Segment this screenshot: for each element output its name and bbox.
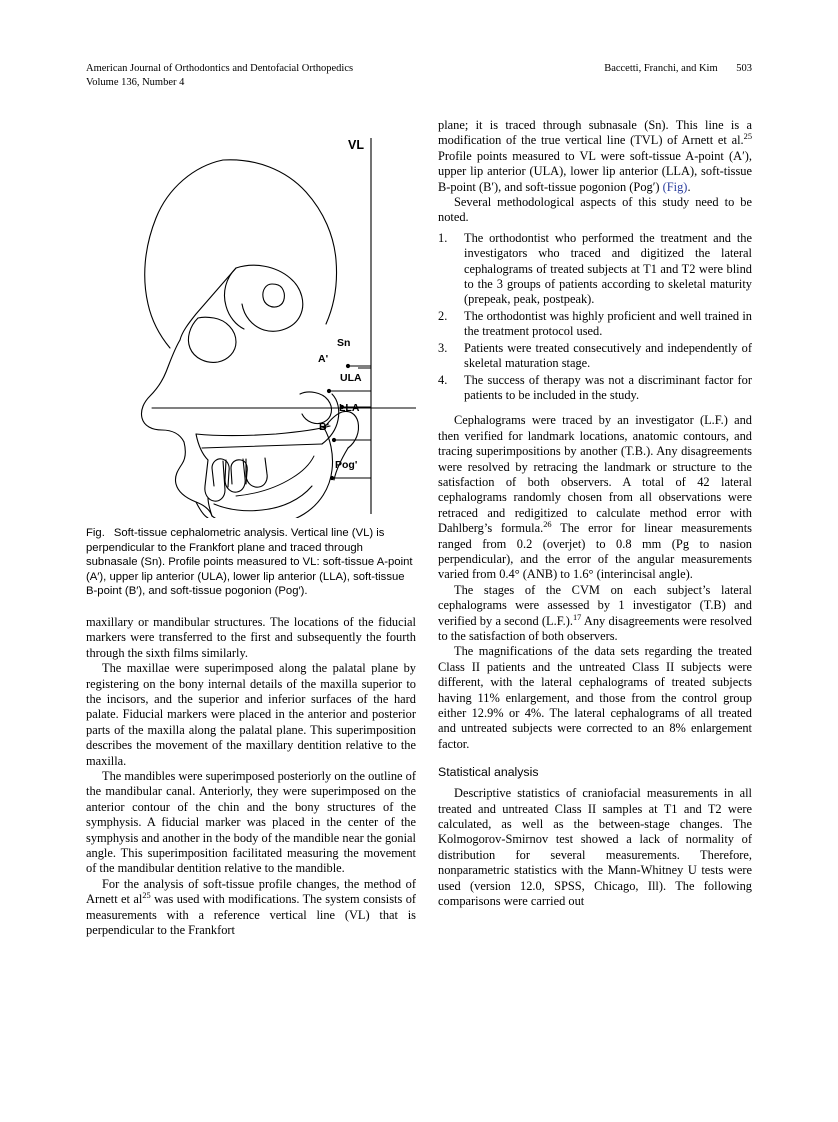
running-head [86,62,752,90]
journal-title: American Journal of Orthodontics and Dentofacial Orthopedics [86,63,354,74]
left-para-4 [86,877,416,939]
right-para-3-part1: Cephalograms were traced by an investigator (L.F.) and then verified for landmark locations, anatomic contours, and tracing superimpositions by another (T.B.). Any disagreements were resolved by retracing the landmark or structure to the satisfaction of both observers. A total of 42 lateral cephalograms randomly chosen from all observations were retraced and redigitized to calculate method error with Dahlberg’s formula. [438,413,752,536]
right-para-1-citation: 25 [743,132,752,142]
right-para-1-part2: Profile points measured to VL were soft-tissue A-point (A′), upper lip anterior (ULA), lower lip anterior (LLA), soft-tissue B-point (B′), and soft-tissue pogonion (Pog′) [438,148,752,194]
left-para-3: The mandibles were superimposed posteriorly on the outline of the mandibular canal. Anteriorly, they were superimposed on the anterior contour of the chin and the bony structures of the symphysis. A fiducial marker was placed in the center of the symphysis and another in the body of the mandible near the gonial angle. This superimposition facilitated measuring the movement of the mandibular dentition relative to the mandible. [86,769,416,876]
section-heading-statistical-analysis: Statistical analysis [438,765,539,780]
label-sn: Sn [337,337,351,349]
cephalometric-tracing-svg [86,118,416,518]
label-pog-prime: Pog' [335,459,358,471]
left-para-4-part1: For the analysis of soft-tissue profile changes, the method of Arnett et al [86,876,416,907]
list-item-text: Patients were treated consecutively and independently of skeletal maturation stage. [464,340,752,371]
list-item-number: 2. [438,308,448,323]
list-item [438,231,752,308]
figure-caption-label: Fig. [86,527,105,539]
label-b-prime: B' [319,421,330,433]
right-para-3 [438,413,752,582]
running-head-left [86,62,353,90]
label-lla: LLA [339,402,360,414]
right-para-2: Several methodological aspects of this study need to be noted. [438,195,752,225]
right-para-4 [438,583,752,645]
left-para-4-citation: 25 [142,891,151,901]
list-item [438,309,752,340]
left-para-4-part2: was used with modifications. The system consists of measurements with a reference vertical line (VL) that is perpendicular to the Frankfort [86,892,417,938]
figure-cephalometric-tracing [86,118,416,518]
figure-caption [86,526,416,599]
figure-cross-reference-link[interactable]: (Fig) [662,179,688,194]
left-column [86,118,416,939]
running-head-right [604,62,752,76]
label-a-prime: A' [318,353,329,365]
list-item-text: The orthodontist who performed the treatment and the investigators who traced and digitized the lateral cephalograms of treated subjects at T1 and T2 were blind to the 3 groups of patients according to skeletal maturity (prepeak, peak, postpeak). [464,230,752,307]
list-item-text: The success of therapy was not a discriminant factor for patients to be included in the study. [464,372,752,402]
right-para-3-citation: 26 [543,520,552,530]
right-para-1-part3: . [687,179,691,194]
figure-caption-text: Soft-tissue cephalometric analysis. Vertical line (VL) is perpendicular to the Frankfort plane and traced through subnasale (Sn). Profile points measured to VL: soft-tissue A-point (A′), upper lip anterior (ULA), lower lip anterior (LLA), soft-tissue B-point (B′), and soft-tissue pogonion (Pog′). [86,527,413,598]
label-ula: ULA [340,372,362,384]
list-item-number: 3. [438,340,448,355]
right-para-3-part2: The error for linear measurements ranged from 0.2 (overjet) to 0.8 mm (Pg to nasion perpendicular), and the error of the angular measurements varied from 0.4° (ANB) to 1.6° (interincisal angle). [438,521,752,582]
label-vl: VL [348,138,364,152]
methodology-list [438,231,752,403]
list-item-text: The orthodontist was highly proficient and well trained in the treatment protocol used. [464,308,752,339]
right-para-1-part1: plane; it is traced through subnasale (Sn). This line is a modification of the true vertical line (TVL) of Arnett et al. [438,118,752,148]
authors: Baccetti, Franchi, and Kim [604,63,718,74]
page-number: 503 [736,63,752,74]
right-para-6: Descriptive statistics of craniofacial measurements in all treated and untreated Class II samples at T1 and T2 were calculated, as well as the between-stage changes. The Kolmogorov-Smirnov test showed a lack of normality of distribution for several measurements. Therefore, nonparametric statistics with the Mann-Whitney U tests were used (version 12.0, SPSS, Chicago, Ill). The following comparisons were carried out [438,786,752,909]
right-column [438,118,752,910]
list-item [438,373,752,404]
left-para-2: The maxillae were superimposed along the palatal plane by registering on the bony internal details of the maxilla superior to the incisors, and the superior and inferior surfaces of the hard palate. Fiducial markers were placed in the anterior and posterior parts of the maxilla along the palatal plane. This superimposition describes the movement of the maxillary dentition relative to the maxilla. [86,661,416,768]
list-item-number: 4. [438,372,448,387]
list-item-number: 1. [438,230,448,245]
left-para-1: maxillary or mandibular structures. The locations of the fiducial markers were transferred to the first and subsequently the fourth through the sixth films similarly. [86,614,416,660]
list-item [438,341,752,372]
volume-issue: Volume 136, Number 4 [86,77,185,88]
right-para-4-citation: 17 [572,612,582,622]
right-para-1 [438,118,752,195]
right-para-4-part1: The stages of the CVM on each subject’s lateral cephalograms were assessed by 1 investigator (T.B) and verified by a second (L.F.). [438,582,752,628]
right-para-4-part2: Any disagreements were resolved to the satisfaction of both observers. [438,613,752,643]
right-para-5: The magnifications of the data sets regarding the treated Class II patients and the untreated Class II subjects were different, with the lateral cephalograms of treated subjects having 11% enlargement, and those from the control group either 12.9% or 4%. The lateral cephalograms of all treated and untreated subjects were corrected to an 8% enlargement factor. [438,644,752,751]
